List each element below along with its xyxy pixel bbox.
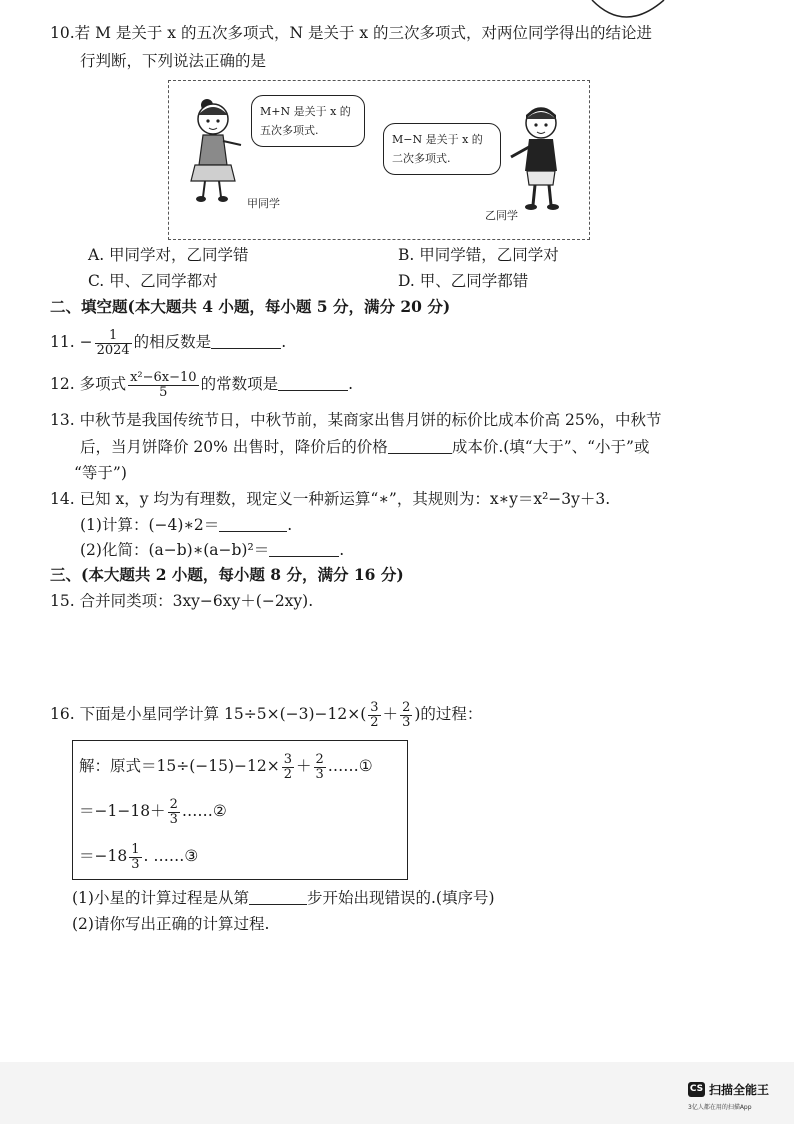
q13-answer-blank[interactable] — [388, 437, 452, 454]
q14-sub1-answer-blank[interactable] — [219, 515, 287, 532]
section2-heading: 二、填空题(本大题共 4 小题，每小题 5 分，满分 20 分) — [50, 297, 451, 316]
q10-speech-bubble-jia — [251, 95, 365, 147]
q16-stem-frac1 — [368, 701, 380, 730]
q14-sub1-end: . — [287, 516, 293, 534]
q11-pre: 11. − — [50, 333, 93, 351]
q16-sub1-post: 步开始出现错误的.(填序号) — [306, 889, 495, 907]
q14-sub2-pre: (2)化简：(a−b)∗(a−b)²＝ — [80, 541, 270, 559]
q10-stem-line2: 行判断，下列说法正确的是 — [80, 52, 267, 70]
q16-stem-pre: 16. 下面是小星同学计算 15÷5×(−3)−12×( — [50, 705, 367, 723]
q10-option-a: A. 甲同学对，乙同学错 — [88, 246, 249, 264]
q16-step1-frac2-den: 3 — [315, 766, 324, 782]
camscanner-logo-icon: CS — [688, 1082, 705, 1097]
q16-stem-frac2-den: 3 — [402, 714, 411, 730]
bubble-yi-line1: M−N 是关于 x 的 — [392, 133, 483, 146]
q14-sub2-answer-blank[interactable] — [269, 540, 339, 557]
q10-speech-bubble-yi — [383, 123, 501, 175]
q13-line3: “等于”) — [74, 464, 127, 482]
q11-fraction — [95, 329, 132, 358]
q14-sub1-pre: (1)计算：(−4)∗2＝ — [80, 516, 220, 534]
q16-step2-frac-num: 2 — [169, 796, 178, 812]
q16-step1-pre: 解：原式＝15÷(−15)−12× — [79, 757, 280, 775]
q14-stem: 14. 已知 x，y 均为有理数，现定义一种新运算“∗”，其规则为：x∗y＝x²−3y＋3. — [50, 490, 611, 508]
q10-option-c: C. 甲、乙同学都对 — [88, 272, 218, 290]
q11-post: 的相反数是 — [133, 333, 212, 351]
q11-fraction-den: 2024 — [96, 342, 130, 358]
q16-step1-frac1-den: 2 — [283, 766, 292, 782]
q12-fraction-den: 5 — [159, 384, 168, 400]
q11-fraction-num: 1 — [95, 329, 132, 344]
q16-sub1-pre: (1)小星的计算过程是从第 — [72, 889, 249, 907]
q13-line2-pre: 后，当月饼降价 20% 出售时，降价后的价格 — [80, 438, 388, 456]
q16-step3-pre: ＝−18 — [79, 847, 128, 865]
q16-step1-plus: ＋ — [296, 757, 312, 775]
q15-stem: 15. 合并同类项：3xy−6xy＋(−2xy). — [50, 592, 314, 610]
q16-stem-post: )的过程： — [414, 705, 483, 723]
q11-end: . — [281, 333, 287, 351]
q16-step1-frac2-num: 2 — [315, 751, 324, 767]
q16-sub1-answer-blank[interactable] — [249, 888, 307, 905]
q12-fraction-num: x²−6x−10 — [130, 369, 197, 385]
q12-post: 的常数项是 — [200, 375, 279, 393]
q14-sub2-end: . — [339, 541, 345, 559]
q16-step3-frac-den: 3 — [131, 856, 140, 872]
q16-step1-frac1 — [282, 753, 294, 782]
q16-stem-frac2-num: 2 — [402, 699, 411, 715]
camscanner-app-name: 扫描全能王 — [709, 1083, 770, 1097]
q10-option-b: B. 甲同学错，乙同学对 — [398, 246, 559, 264]
q16-step2-frac-den: 3 — [169, 811, 178, 827]
q16-step2-frac — [168, 798, 180, 827]
q10-stem-line1: 10.若 M 是关于 x 的五次多项式，N 是关于 x 的三次多项式，对两位同学得出的结论进 — [50, 24, 653, 42]
q16-step3 — [79, 841, 198, 871]
q12-answer-blank[interactable] — [278, 374, 348, 391]
q16-solution-box — [72, 740, 408, 880]
q12-pre: 12. 多项式 — [50, 375, 127, 393]
q16-step2 — [79, 796, 227, 826]
q16-step1-post: ……① — [327, 757, 373, 775]
q12 — [50, 369, 353, 399]
girl-figure-icon — [179, 93, 249, 211]
q16-step3-frac — [129, 843, 141, 872]
q14-sub2 — [80, 539, 344, 561]
q16-step1-frac1-num: 3 — [283, 751, 292, 767]
scanner-footer — [0, 1062, 794, 1124]
q10-option-d: D. 甲、乙同学都错 — [398, 272, 529, 290]
q16-step1-frac2 — [314, 753, 326, 782]
q13-line2-post: 成本价.(填“大于”、“小于”或 — [451, 438, 650, 456]
camscanner-tagline: 3亿人都在用的扫描App — [688, 1104, 752, 1111]
corner-arc-mark — [590, 0, 670, 24]
q12-end: . — [348, 375, 354, 393]
q11 — [50, 327, 286, 357]
bubble-yi-line2: 二次多项式. — [392, 152, 451, 165]
q16-stem-frac1-num: 3 — [370, 699, 379, 715]
q16-sub1 — [72, 887, 495, 909]
q16-step2-pre: ＝−1−18＋ — [79, 802, 166, 820]
q16-stem-plus: ＋ — [382, 705, 399, 723]
q16-stem-frac2 — [400, 701, 412, 730]
q12-fraction — [128, 371, 198, 400]
q16-step3-post: . ……③ — [143, 847, 199, 865]
q14-sub1 — [80, 514, 292, 536]
q16-step2-post: ……② — [181, 802, 227, 820]
q11-answer-blank[interactable] — [211, 332, 281, 349]
q13-line1: 13. 中秋节是我国传统节日，中秋节前，某商家出售月饼的标价比成本价高 25%，中秋节 — [50, 411, 662, 429]
q16-step1 — [79, 751, 373, 781]
q16-stem-frac1-den: 2 — [370, 714, 379, 730]
boy-figure-icon — [503, 101, 575, 217]
q16-sub2: (2)请你写出正确的计算过程. — [72, 915, 270, 933]
q13-line2 — [80, 436, 649, 458]
section3-heading: 三、(本大题共 2 小题，每小题 8 分，满分 16 分) — [50, 565, 404, 584]
bubble-jia-line1: M+N 是关于 x 的 — [260, 105, 351, 118]
q16-step3-frac-num: 1 — [131, 841, 140, 857]
q10-label-jia: 甲同学 — [247, 197, 280, 210]
q10-comic-panel — [168, 80, 590, 240]
q10-label-yi: 乙同学 — [485, 209, 518, 222]
bubble-jia-line2: 五次多项式. — [260, 124, 319, 137]
q16-stem — [50, 699, 482, 729]
